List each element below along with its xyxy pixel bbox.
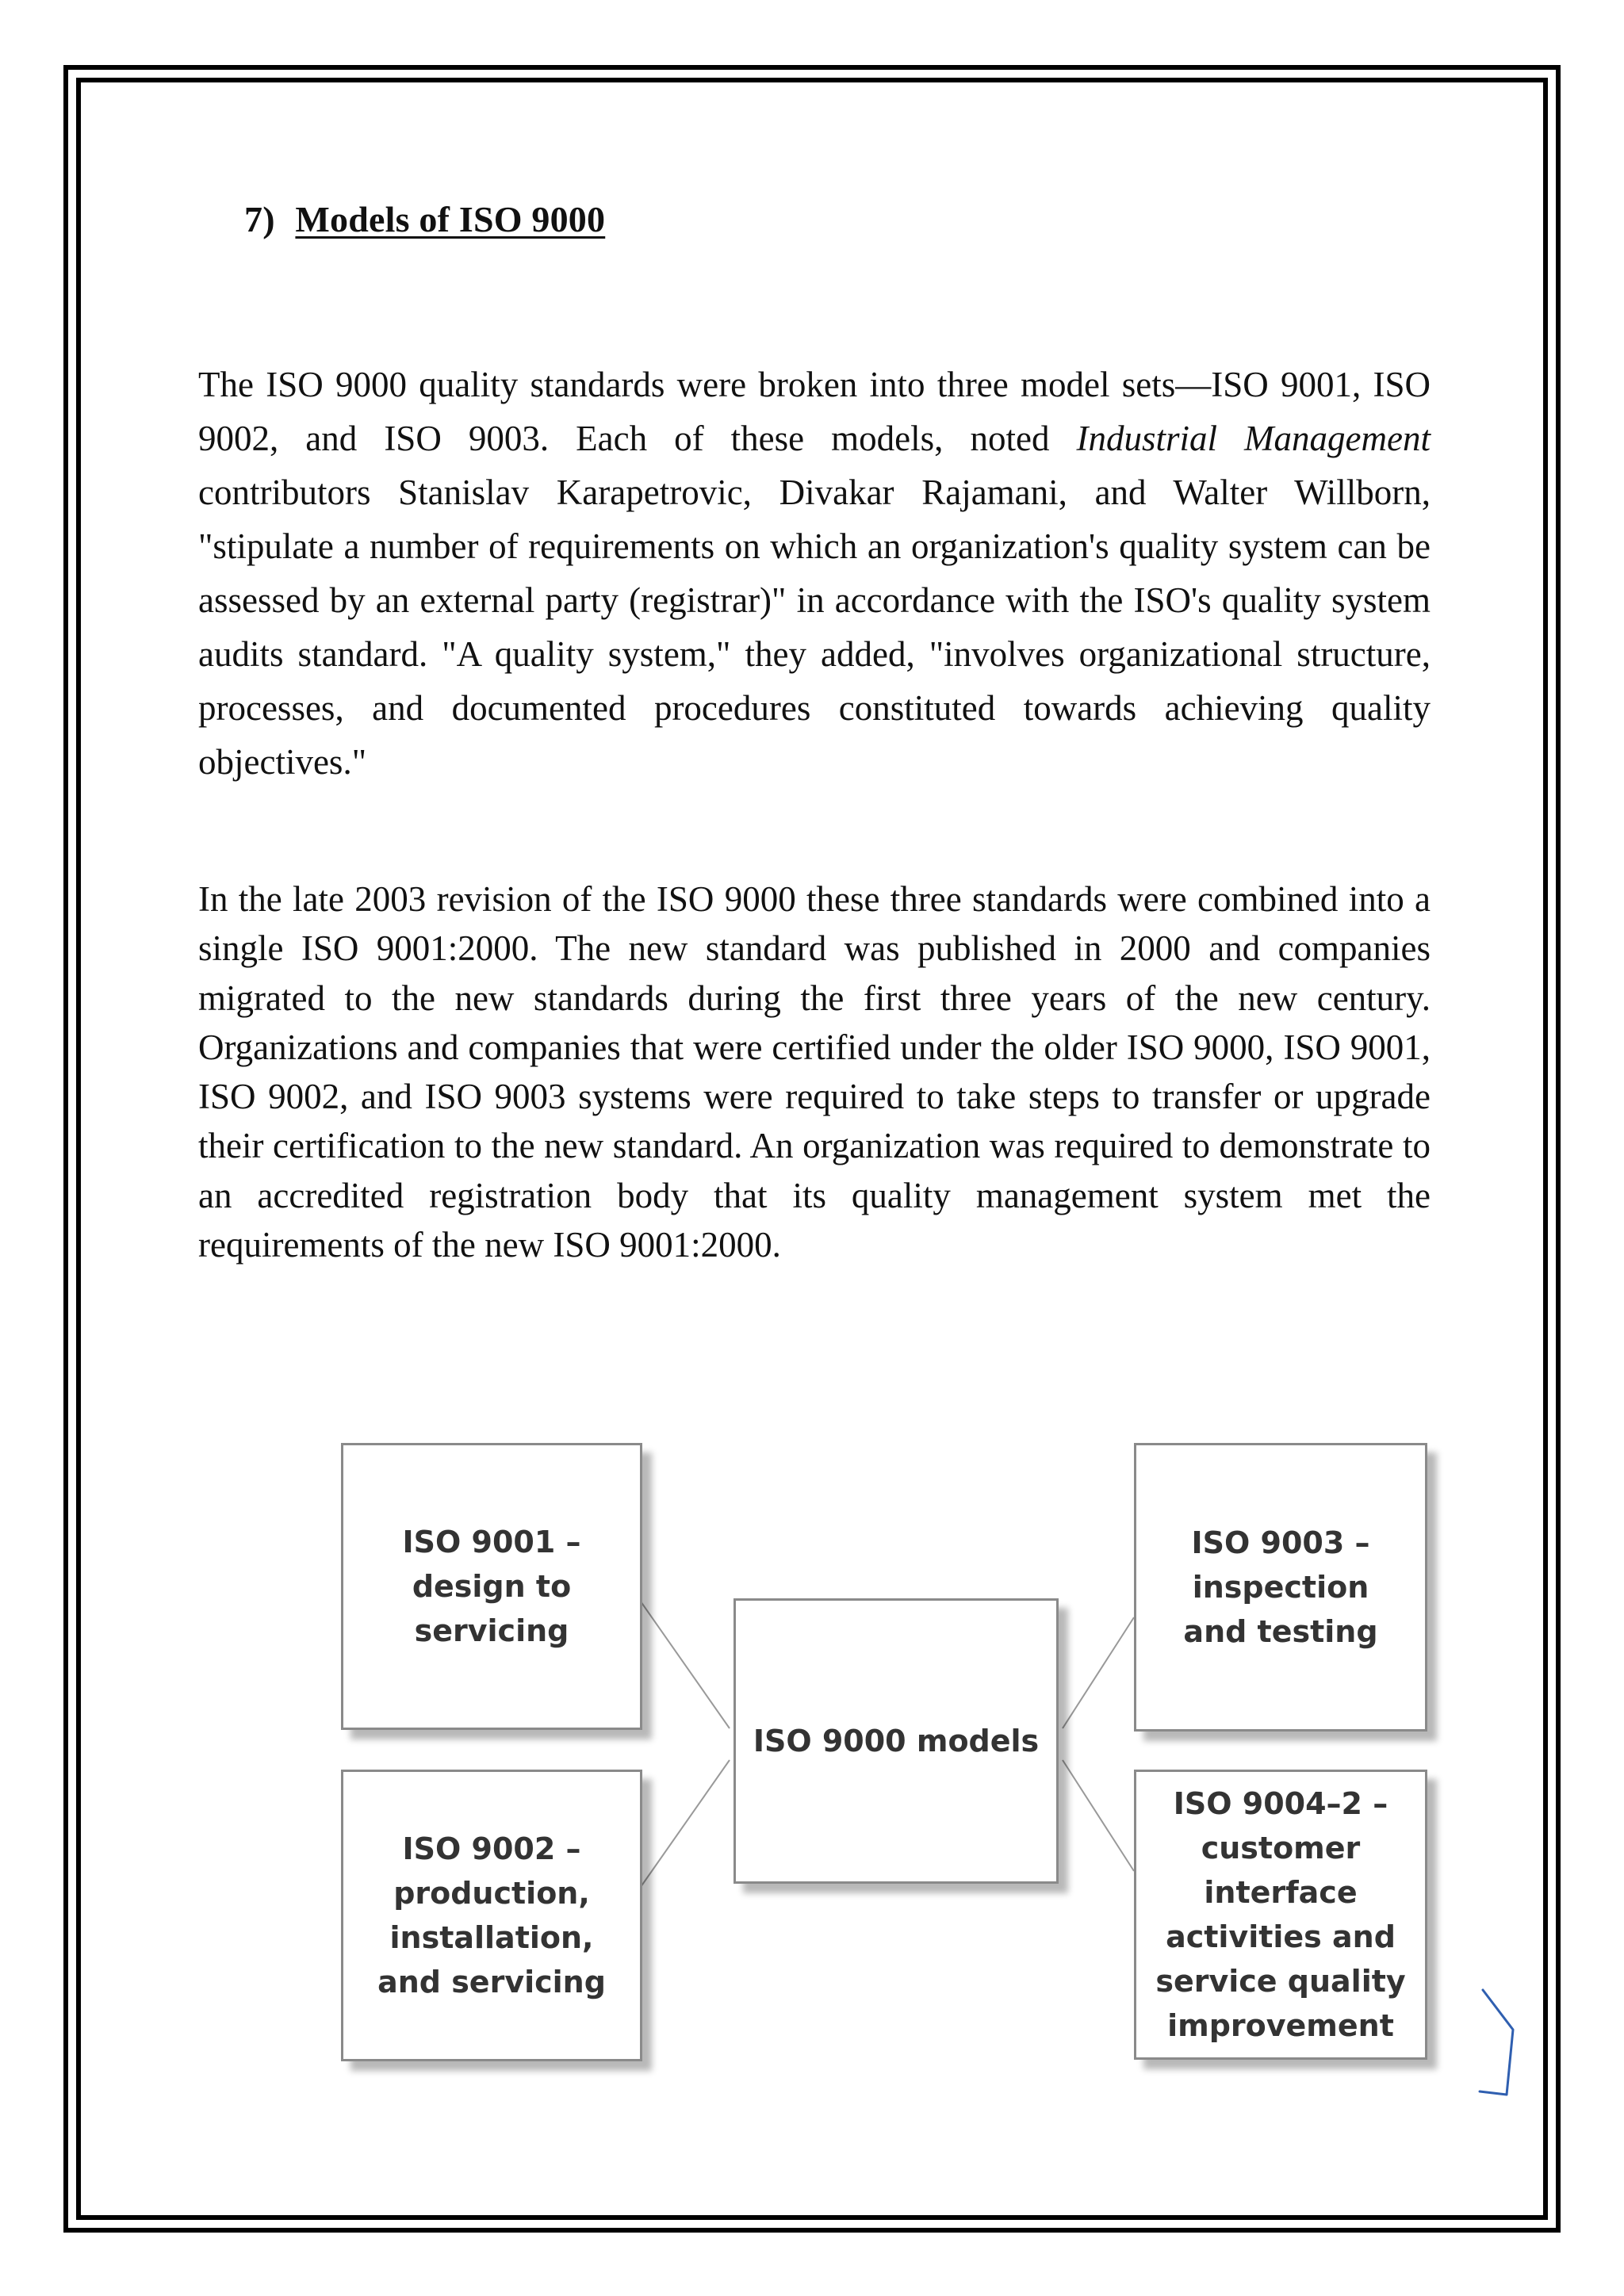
paragraph-1-part-1: The ISO 9000 quality standards were broken into three model sets—ISO 9001, ISO 9002, and ISO 9003. Each of these models, noted — [198, 365, 1431, 458]
paragraph-1 — [198, 358, 1431, 789]
box-iso-9004-2: ISO 9004–2 – customer interface activities and service quality improvement — [1134, 1770, 1427, 2060]
iso-models-diagram — [333, 1427, 1459, 2061]
connector-bottom-right — [1063, 1760, 1134, 1871]
section-heading — [244, 198, 605, 240]
connector-top-left — [641, 1601, 730, 1728]
paragraph-2: In the late 2003 revision of the ISO 9000 these three standards were combined into a single ISO 9001:2000. The new standard was published in 2000 and companies migrated to the new standards during the first three years of the new century. Organizations and companies that were certified under the older ISO 9000, ISO 9001, ISO 9002, and ISO 9003 systems were required to take steps to transfer or upgrade their certification to the new standard. An organization was required to demonstrate to an accredited registration body that its quality management system met the requirements of the new ISO 9001:2000. — [198, 879, 1431, 1265]
box-iso-9001: ISO 9001 – design to servicing — [341, 1443, 642, 1730]
connector-top-right — [1063, 1617, 1134, 1728]
paragraph-1-part-2: contributors Stanislav Karapetrovic, Divakar Rajamani, and Walter Willborn, "stipulate a number of requirements on which an organization's quality system can be assessed by an external party (registrar)" in accordance with the ISO's quality system audits standard. "A quality system," they added, "involves organizational structure, processes, and documented procedures constituted towards achieving quality objectives." — [198, 473, 1431, 782]
box-iso-9002: ISO 9002 – production, installation, and servicing — [341, 1770, 642, 2061]
connector-bottom-left — [641, 1760, 730, 1887]
box-iso-9000-models: ISO 9000 models — [733, 1598, 1059, 1884]
paragraph-1-italic: Industrial Management — [1076, 419, 1431, 458]
section-title: Models of ISO 9000 — [295, 199, 606, 239]
pen-mark — [1475, 1982, 1538, 2101]
section-number: 7) — [244, 199, 275, 239]
box-iso-9003: ISO 9003 – inspection and testing — [1134, 1443, 1427, 1732]
